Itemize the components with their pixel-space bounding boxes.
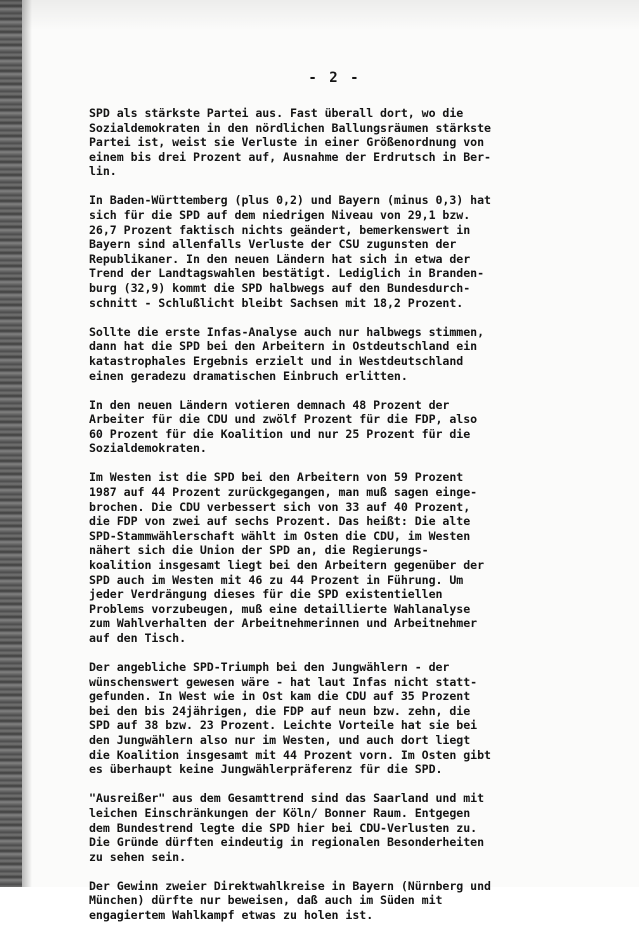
scanner-edge-shadow [22,0,32,887]
paragraph: In Baden-Württemberg (plus 0,2) und Bayern (minus 0,3) hat sich für die SPD auf dem niedrigen Niveau von 29,1 bzw. 26,7 Prozent faktisch nichts geändert, bemerkenswert in Bayern sind allenfalls Verluste der CSU zugunsten der Republikaner. In den neuen Ländern hat sich in etwa der Trend der Landtagswahlen bestätigt. Lediglich in Branden- burg (32,9) kommt die SPD halbwegs auf den Bundesdurch- schnitt - Schlußlicht bleibt Sachsen mit 18,2 Prozent. [89,193,491,310]
page-number: - 2 - [308,70,361,86]
paragraph: Der Gewinn zweier Direktwahlkreise in Bayern (Nürnberg und München) dürfte nur beweisen, daß auch im Süden mit engagiertem Wahlkampf etwas zu holen ist. [89,878,491,922]
paragraph: Im Westen ist die SPD bei den Arbeitern von 59 Prozent 1987 auf 44 Prozent zurückgegangen, man muß sagen einge- brochen. Die CDU verbessert sich von 33 auf 40 Prozent, die FDP von zwei auf sechs Prozent. Das heißt: Die alte SPD-Stammwählerschaft wählt im Osten die CDU, im Westen nähert sich die Union der SPD an, die Regierungs- koalition insgesamt liegt bei den Arbeitern gegenüber der SPD auch im Westen mit 46 zu 44 Prozent in Führung. Um jeder Verdrängung dieses für die SPD existentiellen Problems vorzubeugen, muß eine detaillierte Wahlanalyse zum Wahlverhalten der Arbeitnehmerinnen und Arbeitnehmer auf den Tisch. [89,470,485,645]
paragraph: In den neuen Ländern votieren demnach 48 Prozent der Arbeiter für die CDU und zwölf Prozent für die FDP, also 60 Prozent für die Koalition und nur 25 Prozent für die Sozialdemokraten. [89,397,478,456]
paragraph: SPD als stärkste Partei aus. Fast überall dort, wo die Sozialdemokraten in den nördlichen Ballungsräumen stärkste Partei ist, weist sie Verluste in einer Größenordnung von einem bis drei Prozent auf, Ausnahme der Erdrutsch in Ber- lin. [89,106,491,179]
paragraph: "Ausreißer" aus dem Gesamttrend sind das Saarland und mit leichen Einschränkungen der Köln/ Bonner Raum. Entgegen dem Bundestrend legte die SPD hier bei CDU-Verlusten zu. Die Gründe dürften eindeutig in regionalen Besonderheiten zu sehen sein. [89,791,485,864]
scanner-edge [0,0,22,887]
paragraph: Der angebliche SPD-Triumph bei den Jungwählern - der wünschenswert gewesen wäre - hat laut Infas nicht statt- gefunden. In West wie in Ost kam die CDU auf 35 Prozent bei den bis 24jährigen, die FDP auf neun bzw. zehn, die SPD auf 38 bzw. 23 Prozent. Leichte Vorteile hat sie bei den Jungwählern also nur im Westen, und auch dort liegt die Koalition insgesamt mit 44 Prozent vorn. Im Osten gibt es überhaupt keine Jungwählerpräferenz für die SPD. [89,660,491,777]
body-text [89,106,529,937]
top-shadow [0,0,639,30]
paragraph: Sollte die erste Infas-Analyse auch nur halbwegs stimmen, dann hat die SPD bei den Arbeitern in Ostdeutschland ein katastrophales Ergebnis erzielt und in Westdeutschland einen geradezu dramatischen Einbruch erlitten. [89,324,485,383]
